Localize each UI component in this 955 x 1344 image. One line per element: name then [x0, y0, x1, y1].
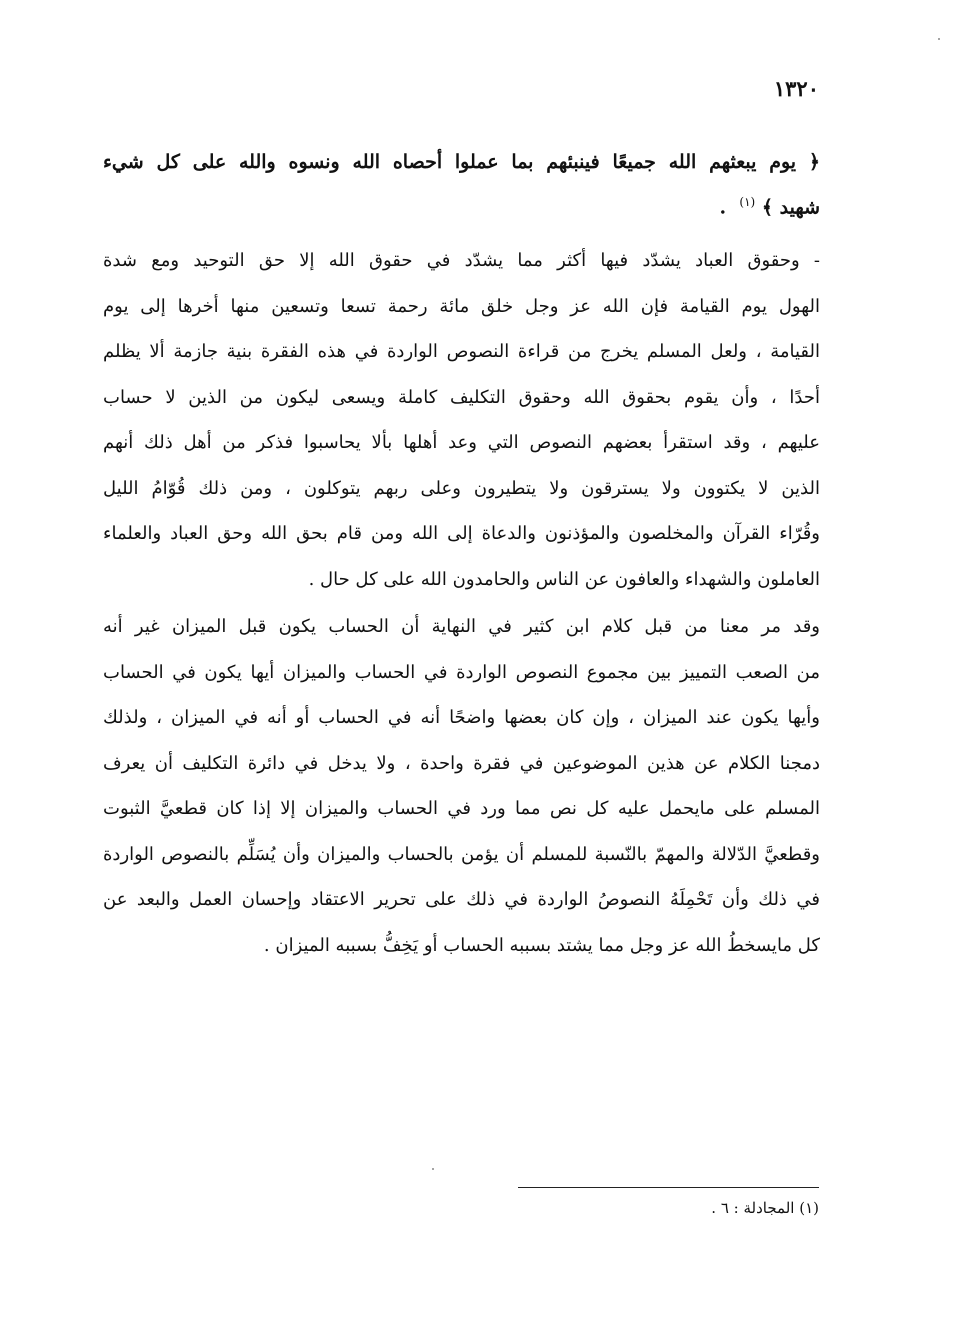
- paragraph-line: القيامة ، ولعل المسلم يخرج من قراءة النصوص الواردة في هذه الفقرة بنية جازمة ألا يظلم: [103, 341, 820, 362]
- paragraph-line: وقُرّاء القرآن والمخلصون والمؤذنون والدعاة إلى الله ومن قام بحق الله وحق العباد والعلماء: [103, 523, 820, 544]
- paragraph-line: دمجنا الكلام عن هذين الموضوعين في فقرة واحدة ، ولا يدخل في دائرة التكليف أن يعرف: [103, 752, 820, 774]
- paragraph-1: [103, 238, 820, 602]
- verse-line-end: [103, 182, 820, 227]
- page-number: ١٣٢٠: [773, 76, 819, 101]
- quran-verse: [103, 142, 820, 227]
- paragraph-line: في ذلك وأن تَحْمِلَهُ النصوصُ الواردة في ذلك على تحرير الاعتقاد وإحسان العمل والبعد عن: [103, 889, 820, 910]
- paragraph-line: الذين لا يكتوون ولا يسترقون ولا يتطيرون وعلى ربهم يتوكلون ، ومن ذلك قُوّامُ الليل: [103, 477, 820, 499]
- verse-period: .: [719, 196, 727, 219]
- paragraph-2: [103, 604, 820, 968]
- paragraph-line: وقد مر معنا من قبل كلام ابن كثير في النهاية أن الحساب يكون قبل الميزان غير أنه: [103, 616, 820, 637]
- paragraph-line: عليهم ، وقد استقرأ بعضهم النصوص التي وعد أهلها بألا يحاسبوا فذكر من أهل ذلك أنهم: [103, 432, 820, 453]
- paragraph-line: من الصعب التمييز بين مجموع النصوص الواردة في الحساب والميزان أيها يكون في الحساب: [103, 661, 820, 683]
- paragraph-line: المسلم على مايحمل عليه كل نص مما ورد في الحساب والميزان إلا إذا كان قطعيَّ الثبوت: [103, 798, 820, 819]
- footnote-separator: [518, 1187, 819, 1188]
- paragraph-line: - وحقوق العباد يشدّد فيها أكثر مما يشدّد في حقوق الله إلا حق التوحيد ومع شدة: [103, 250, 820, 271]
- scan-speck: [432, 1168, 434, 1170]
- scan-speck: [938, 38, 940, 40]
- footnote-reference: (١): [739, 195, 756, 209]
- paragraph-line: كل مايسخطُ الله عز وجل مما يشتد بسببه الحساب أو يَخِفُّ بسببه الميزان .: [263, 934, 820, 956]
- paragraph-line: الهول يوم القيامة فإن الله عز وجل خلق مائة رحمة تسعا وتسعين منها أخرها إلى يوم: [103, 295, 820, 317]
- paragraph-line: وأيها يكون عند الميزان ، وإن كان بعضها واضحًا أنه في الحساب أو أنه في الميزان ، ولذلك: [103, 707, 820, 728]
- verse-line: ﴿ يوم يبعثهم الله جميعًا فينبئهم بما عملوا أحصاه الله ونسوه والله على كل شيء: [103, 151, 820, 173]
- verse-text: شهيد ﴾: [761, 196, 820, 219]
- footnote: (١) المجادلة : ٦ .: [711, 1199, 819, 1217]
- paragraph-line: أحدًا ، وأن يقوم بحقوق الله وحقوق التكليف كاملة ويسعى ليكون من الذين لا حساب: [103, 386, 820, 408]
- paragraph-line: وقطعيَّ الدّلالة والمهمّ بالنّسبة للمسلم أن يؤمن بالحساب والميزان وأن يُسَلِّم بالنصوص الواردة: [103, 843, 820, 865]
- paragraph-line: العاملون والشهداء والعافون عن الناس والحامدون الله على كل حال .: [308, 568, 820, 590]
